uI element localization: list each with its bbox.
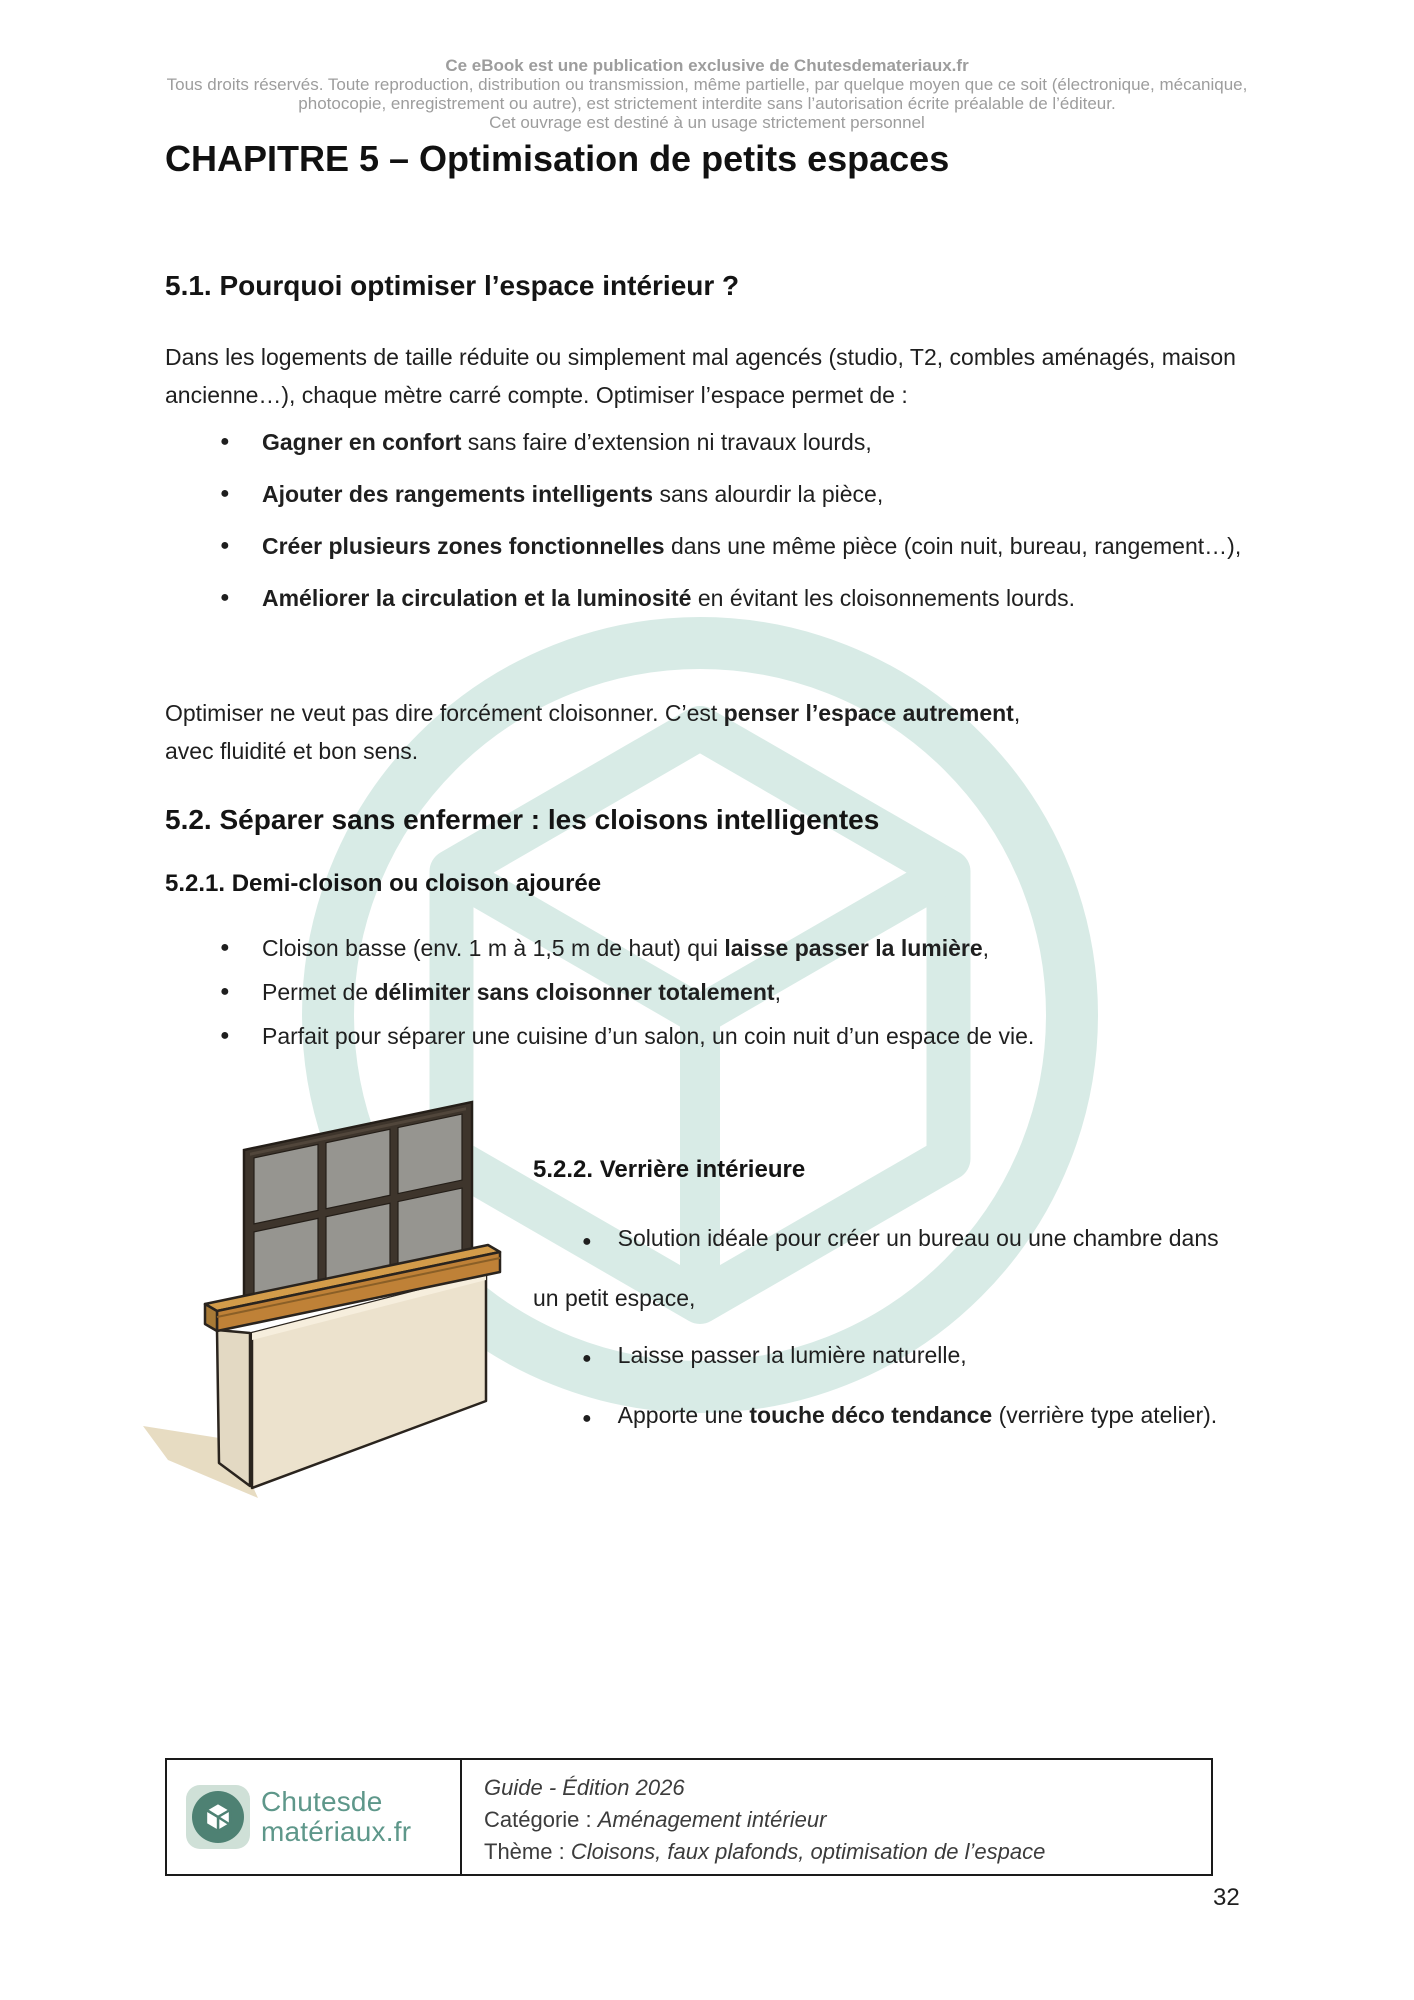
list-item: ● Laisse passer la lumière naturelle, bbox=[582, 1342, 967, 1368]
header-line-3: photocopie, enregistrement ou autre), est strictement interdite sans l’autorisation écrite préalable de l’éditeur. bbox=[298, 94, 1116, 113]
logo-wordmark bbox=[261, 1787, 411, 1847]
list-item: ● Cloison basse (env. 1 m à 1,5 m de haut) qui laisse passer la lumière, bbox=[165, 927, 1285, 969]
section-5-2-1-bullet-list bbox=[165, 927, 1285, 1059]
footer-theme: Thème : Cloisons, faux plafonds, optimisation de l’espace bbox=[484, 1839, 1046, 1864]
section-5-1-intro: Dans les logements de taille réduite ou simplement mal agencés (studio, T2, combles aménagés, maison ancienne…), chaque mètre carré compte. Optimiser l’espace permet de : bbox=[165, 344, 1236, 408]
section-5-1-bullet-list bbox=[165, 421, 1285, 629]
bullet-icon: ● bbox=[220, 1027, 230, 1044]
section-5-2-title: 5.2. Séparer sans enfermer : les cloisons intelligentes bbox=[165, 804, 880, 835]
section-5-2-1-title: 5.2.1. Demi-cloison ou cloison ajourée bbox=[165, 870, 602, 897]
list-item: ● Gagner en confort sans faire d’extension ni travaux lourds, bbox=[165, 421, 1285, 463]
footer-info-box bbox=[165, 1758, 1213, 1876]
list-item: ● Créer plusieurs zones fonctionnelles dans une même pièce (coin nuit, bureau, rangement…), bbox=[165, 525, 1285, 567]
header-disclaimer bbox=[133, 56, 1281, 132]
footer-guide-edition: Guide - Édition 2026 bbox=[484, 1775, 685, 1800]
footer-category: Catégorie : Aménagement intérieur bbox=[484, 1807, 827, 1832]
chapter-title: CHAPITRE 5 – Optimisation de petits espaces bbox=[165, 138, 950, 179]
list-item: ● Parfait pour séparer une cuisine d’un salon, un coin nuit d’un espace de vie. bbox=[165, 1015, 1285, 1057]
page-number: 32 bbox=[1213, 1884, 1240, 1911]
bullet-icon: ● bbox=[220, 589, 230, 606]
bullet-icon: ● bbox=[220, 537, 230, 554]
bullet-icon: ● bbox=[582, 1233, 592, 1250]
bullet-icon: ● bbox=[220, 939, 230, 956]
footer-logo-cell bbox=[167, 1760, 462, 1874]
section-5-2-2-title: 5.2.2. Verrière intérieure bbox=[533, 1156, 806, 1183]
header-line-4: Cet ouvrage est destiné à un usage strictement personnel bbox=[489, 113, 925, 132]
section-5-2-2 bbox=[533, 1156, 1239, 1447]
logo-line-2: matériaux.fr bbox=[261, 1816, 412, 1847]
list-item: ● Solution idéale pour créer un bureau ou une chambre dans un petit espace, bbox=[533, 1225, 1219, 1311]
section-5-2-2-bullet-list bbox=[533, 1210, 1239, 1447]
header-line-2: Tous droits réservés. Toute reproduction, distribution ou transmission, même partielle, par quelque moyen que ce soit (électronique, mécanique, bbox=[166, 75, 1248, 94]
list-item: ● Améliorer la circulation et la luminosité en évitant les cloisonnements lourds. bbox=[165, 577, 1285, 619]
bullet-icon: ● bbox=[582, 1410, 592, 1427]
half-wall-glazed-partition-illustration bbox=[108, 1068, 528, 1508]
logo-line-1: Chutesde bbox=[261, 1786, 383, 1817]
list-item: ● Ajouter des rangements intelligents sans alourdir la pièce, bbox=[165, 473, 1285, 515]
chutesdemateriaux-logo-icon bbox=[185, 1784, 251, 1850]
list-item: ● Apporte une touche déco tendance (verrière type atelier). bbox=[582, 1402, 1218, 1428]
bullet-icon: ● bbox=[220, 485, 230, 502]
section-5-1-title: 5.1. Pourquoi optimiser l’espace intérieur ? bbox=[165, 270, 740, 301]
list-item: ● Permet de délimiter sans cloisonner totalement, bbox=[165, 971, 1285, 1013]
footer-meta-cell bbox=[462, 1760, 1211, 1874]
section-5-1-outro: Optimiser ne veut pas dire forcément cloisonner. C’est penser l’espace autrement, avec fluidité et bon sens. bbox=[165, 700, 1021, 764]
bullet-icon: ● bbox=[582, 1350, 592, 1367]
bullet-icon: ● bbox=[220, 983, 230, 1000]
bullet-icon: ● bbox=[220, 433, 230, 450]
header-line-1: Ce eBook est une publication exclusive de Chutesdemateriaux.fr bbox=[445, 56, 969, 75]
